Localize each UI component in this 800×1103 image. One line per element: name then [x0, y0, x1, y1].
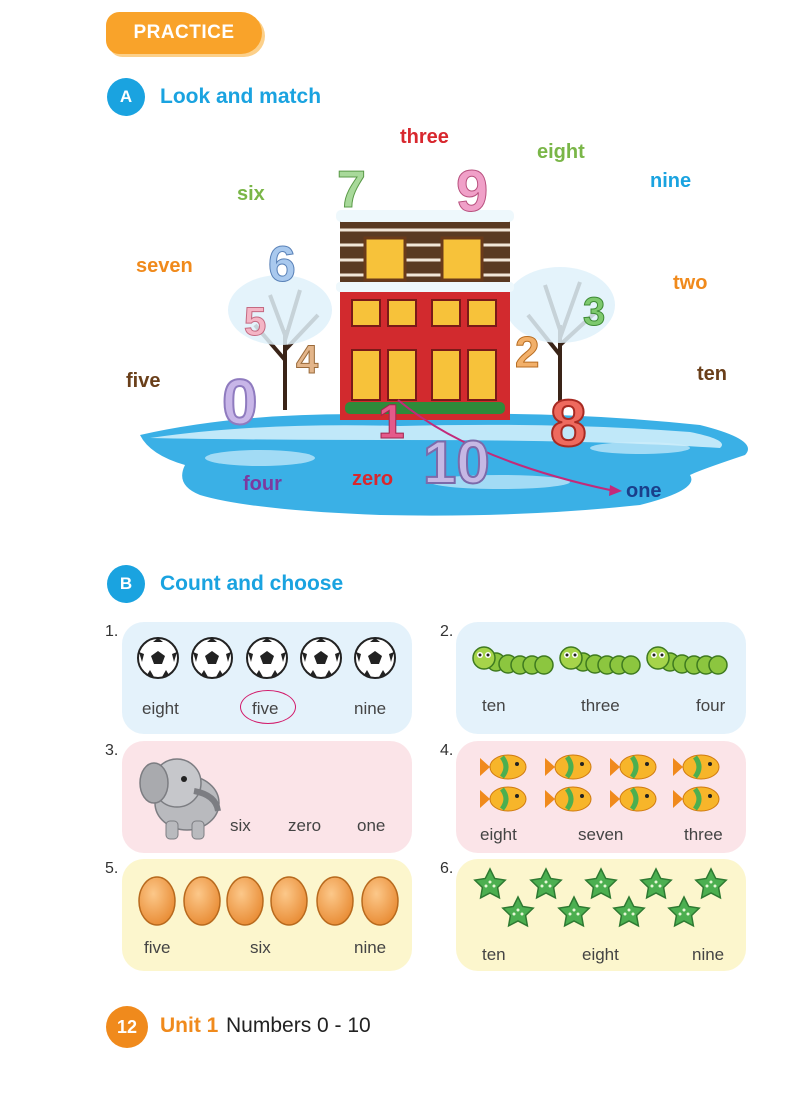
number-4: 4 — [296, 338, 319, 382]
practice-tab: PRACTICE — [106, 12, 262, 54]
item-number: 2. — [440, 623, 454, 640]
page-number-badge: 12 — [106, 1006, 148, 1048]
option-five[interactable]: five — [144, 938, 171, 957]
football-icon — [122, 622, 412, 692]
footer-title: Numbers 0 - 10 — [226, 1014, 371, 1037]
option-three[interactable]: three — [581, 696, 620, 715]
section-a-badge: A — [107, 78, 145, 116]
option-eight[interactable]: eight — [582, 945, 619, 964]
word-one: one — [626, 480, 662, 502]
item-number: 6. — [440, 860, 454, 877]
caterpillar-icon — [456, 622, 746, 692]
section-b-title: Count and choose — [160, 572, 344, 595]
word-seven: seven — [136, 255, 193, 277]
word-eight: eight — [537, 141, 585, 163]
option-five[interactable]: five — [252, 699, 279, 718]
option-eight[interactable]: eight — [142, 699, 179, 718]
option-six[interactable]: six — [250, 938, 271, 957]
option-nine[interactable]: nine — [692, 945, 725, 964]
option-six[interactable]: six — [230, 816, 251, 835]
word-five: five — [126, 370, 161, 392]
count-card-4 — [456, 741, 746, 853]
option-four[interactable]: four — [696, 696, 726, 715]
option-ten[interactable]: ten — [482, 945, 506, 964]
winter-house-scene — [0, 110, 800, 530]
section-b-badge: B — [107, 565, 145, 603]
footer-unit: Unit 1 — [160, 1014, 219, 1037]
item-number: 4. — [440, 742, 454, 759]
option-three[interactable]: three — [684, 825, 723, 844]
count-card-6 — [456, 859, 746, 971]
option-seven[interactable]: seven — [578, 825, 624, 844]
option-eight[interactable]: eight — [480, 825, 517, 844]
item-number: 5. — [105, 860, 119, 877]
number-8: 8 — [550, 386, 587, 460]
option-zero[interactable]: zero — [288, 816, 322, 835]
item-number: 3. — [105, 742, 119, 759]
word-zero: zero — [352, 468, 394, 490]
fish-icon — [456, 741, 746, 821]
word-ten: ten — [697, 363, 727, 385]
number-0: 0 — [222, 366, 258, 438]
word-three: three — [400, 126, 449, 148]
word-six: six — [237, 183, 265, 205]
word-two: two — [673, 272, 708, 294]
number-9: 9 — [456, 159, 489, 224]
number-2: 2 — [515, 328, 540, 377]
word-nine: nine — [650, 170, 692, 192]
count-card-3 — [122, 741, 412, 853]
item-number: 1. — [105, 623, 119, 640]
count-card-2 — [456, 622, 746, 734]
elephant-icon — [132, 741, 232, 853]
number-6: 6 — [268, 236, 296, 292]
number-3: 3 — [583, 290, 606, 334]
starfish-icon — [456, 859, 746, 939]
number-5: 5 — [244, 300, 267, 344]
count-card-5 — [122, 859, 412, 971]
option-ten[interactable]: ten — [482, 696, 506, 715]
house — [336, 210, 514, 420]
option-nine[interactable]: nine — [354, 938, 387, 957]
option-one[interactable]: one — [357, 816, 386, 835]
word-four: four — [243, 473, 282, 495]
number-1: 1 — [378, 396, 405, 449]
number-10: 10 — [423, 429, 490, 496]
count-card-1 — [122, 622, 412, 734]
number-7: 7 — [337, 161, 366, 219]
option-nine[interactable]: nine — [354, 699, 387, 718]
egg-icon — [122, 859, 412, 934]
section-a-title: Look and match — [160, 85, 322, 108]
